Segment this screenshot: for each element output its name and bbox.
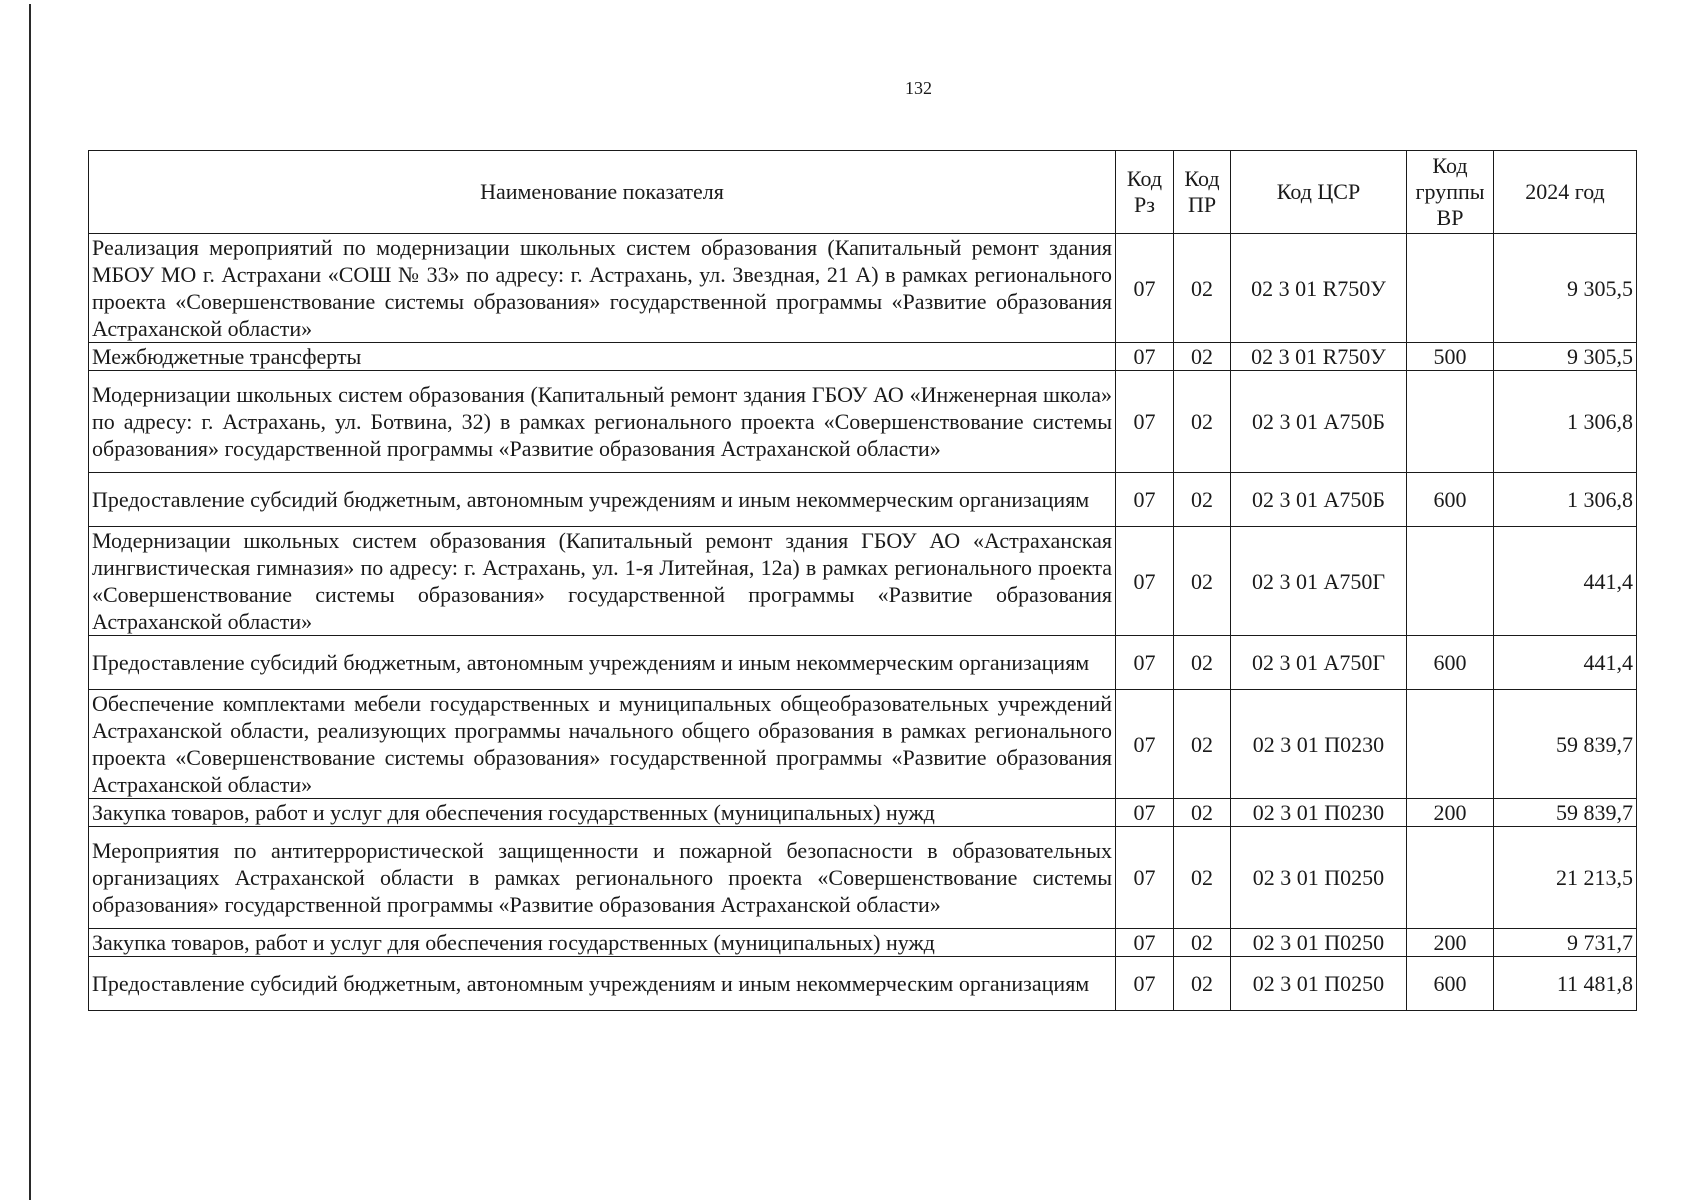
row-name: Реализация мероприятий по модернизации школьных систем образования (Капитальный ремонт здания МБОУ МО г. Астрахани «СОШ № 33» по адресу: г. Астрахань, ул. Звездная, 21 А) в рамках регионального проекта «Совершенствование системы образования» государственной программы «Развитие образования Астраханской области»	[89, 234, 1116, 343]
row-vr	[1407, 371, 1494, 473]
row-pr: 02	[1174, 957, 1231, 1011]
row-pr: 02	[1174, 827, 1231, 929]
row-vr: 500	[1407, 343, 1494, 371]
header-pr: Код ПР	[1174, 151, 1231, 234]
row-rz: 07	[1116, 343, 1174, 371]
row-rz: 07	[1116, 929, 1174, 957]
table-row	[89, 527, 1637, 636]
row-csr: 02 3 01 П0250	[1231, 827, 1407, 929]
row-rz: 07	[1116, 636, 1174, 690]
row-csr: 02 3 01 R750У	[1231, 343, 1407, 371]
row-pr: 02	[1174, 929, 1231, 957]
row-csr: 02 3 01 А750Б	[1231, 371, 1407, 473]
row-vr	[1407, 690, 1494, 799]
row-csr: 02 3 01 П0250	[1231, 957, 1407, 1011]
table-row	[89, 690, 1637, 799]
row-pr: 02	[1174, 636, 1231, 690]
header-name: Наименование показателя	[89, 151, 1116, 234]
row-sum: 441,4	[1494, 636, 1637, 690]
row-sum: 9 305,5	[1494, 343, 1637, 371]
row-sum: 9 305,5	[1494, 234, 1637, 343]
row-name: Обеспечение комплектами мебели государственных и муниципальных общеобразовательных учреждений Астраханской области, реализующих программы начального общего образования в рамках регионального проекта «Совершенствование системы образования» государственной программы «Развитие образования Астраханской области»	[89, 690, 1116, 799]
row-name: Предоставление субсидий бюджетным, автономным учреждениям и иным некоммерческим организациям	[89, 636, 1116, 690]
row-rz: 07	[1116, 690, 1174, 799]
row-vr: 600	[1407, 636, 1494, 690]
row-pr: 02	[1174, 371, 1231, 473]
table-row	[89, 827, 1637, 929]
budget-table	[88, 150, 1637, 1011]
table-body	[89, 234, 1637, 1011]
table-row	[89, 957, 1637, 1011]
row-name: Предоставление субсидий бюджетным, автономным учреждениям и иным некоммерческим организациям	[89, 957, 1116, 1011]
row-pr: 02	[1174, 234, 1231, 343]
row-vr: 600	[1407, 957, 1494, 1011]
row-name: Модернизации школьных систем образования (Капитальный ремонт здания ГБОУ АО «Инженерная школа» по адресу: г. Астрахань, ул. Ботвина, 32) в рамках регионального проекта «Совершенствование системы образования» государственной программы «Развитие образования Астраханской области»	[89, 371, 1116, 473]
row-sum: 9 731,7	[1494, 929, 1637, 957]
table-row	[89, 636, 1637, 690]
row-sum: 1 306,8	[1494, 473, 1637, 527]
row-name: Модернизации школьных систем образования (Капитальный ремонт здания ГБОУ АО «Астраханская лингвистическая гимназия» по адресу: г. Астрахань, ул. 1-я Литейная, 12а) в рамках регионального проекта «Совершенствование системы образования» государственной программы «Развитие образования Астраханской области»	[89, 527, 1116, 636]
table-row	[89, 929, 1637, 957]
table-row	[89, 234, 1637, 343]
binding-margin-line	[29, 4, 31, 1200]
row-pr: 02	[1174, 799, 1231, 827]
header-csr: Код ЦСР	[1231, 151, 1407, 234]
page-number: 132	[905, 78, 932, 98]
row-rz: 07	[1116, 957, 1174, 1011]
row-csr: 02 3 01 R750У	[1231, 234, 1407, 343]
row-name: Предоставление субсидий бюджетным, автономным учреждениям и иным некоммерческим организациям	[89, 473, 1116, 527]
row-pr: 02	[1174, 473, 1231, 527]
row-vr: 200	[1407, 799, 1494, 827]
row-vr	[1407, 827, 1494, 929]
row-sum: 11 481,8	[1494, 957, 1637, 1011]
row-name: Мероприятия по антитеррористической защищенности и пожарной безопасности в образовательных организациях Астраханской области в рамках регионального проекта «Совершенствование системы образования» государственной программы «Развитие образования Астраханской области»	[89, 827, 1116, 929]
header-year: 2024 год	[1494, 151, 1637, 234]
row-csr: 02 3 01 А750Г	[1231, 636, 1407, 690]
table-row	[89, 371, 1637, 473]
row-pr: 02	[1174, 343, 1231, 371]
row-rz: 07	[1116, 371, 1174, 473]
row-sum: 21 213,5	[1494, 827, 1637, 929]
table-row	[89, 473, 1637, 527]
table-row	[89, 343, 1637, 371]
row-sum: 1 306,8	[1494, 371, 1637, 473]
row-vr: 600	[1407, 473, 1494, 527]
row-name: Межбюджетные трансферты	[89, 343, 1116, 371]
header-row	[89, 151, 1637, 234]
row-sum: 59 839,7	[1494, 799, 1637, 827]
row-csr: 02 3 01 А750Г	[1231, 527, 1407, 636]
row-sum: 59 839,7	[1494, 690, 1637, 799]
header-vr: Код группы ВР	[1407, 151, 1494, 234]
table-header	[89, 151, 1637, 234]
row-rz: 07	[1116, 527, 1174, 636]
row-name: Закупка товаров, работ и услуг для обеспечения государственных (муниципальных) нужд	[89, 929, 1116, 957]
row-rz: 07	[1116, 799, 1174, 827]
table-row	[89, 799, 1637, 827]
row-vr: 200	[1407, 929, 1494, 957]
row-rz: 07	[1116, 827, 1174, 929]
header-rz: Код Рз	[1116, 151, 1174, 234]
row-vr	[1407, 527, 1494, 636]
row-sum: 441,4	[1494, 527, 1637, 636]
row-csr: 02 3 01 П0250	[1231, 929, 1407, 957]
row-name: Закупка товаров, работ и услуг для обеспечения государственных (муниципальных) нужд	[89, 799, 1116, 827]
row-csr: 02 3 01 А750Б	[1231, 473, 1407, 527]
row-rz: 07	[1116, 473, 1174, 527]
row-csr: 02 3 01 П0230	[1231, 799, 1407, 827]
row-pr: 02	[1174, 690, 1231, 799]
row-csr: 02 3 01 П0230	[1231, 690, 1407, 799]
row-vr	[1407, 234, 1494, 343]
row-rz: 07	[1116, 234, 1174, 343]
row-pr: 02	[1174, 527, 1231, 636]
